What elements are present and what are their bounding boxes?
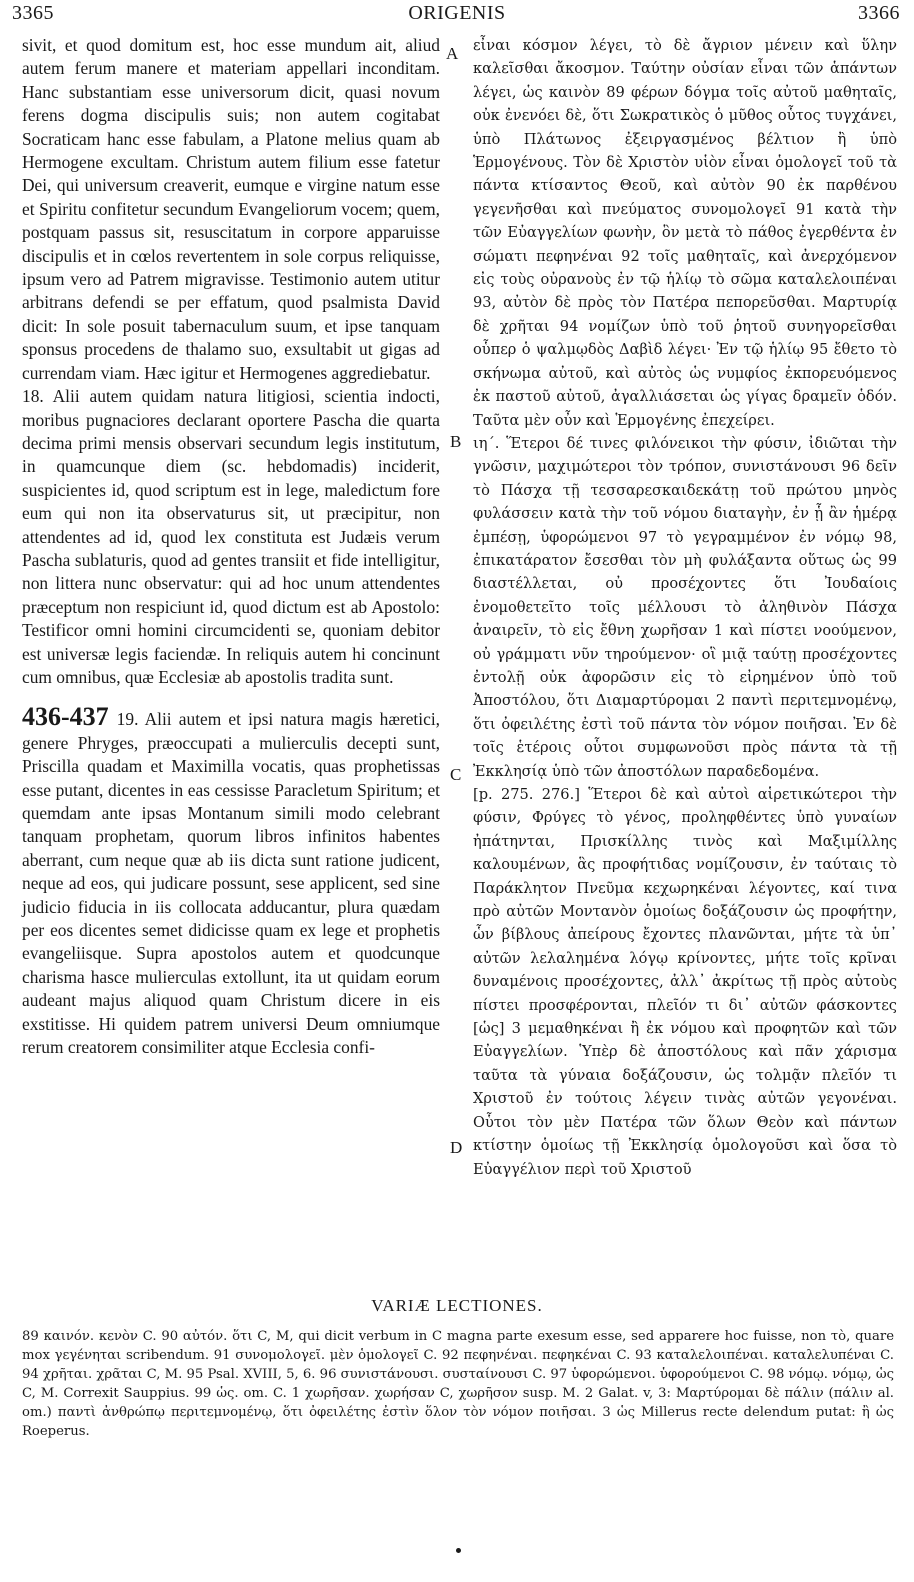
page-header	[0, 2, 914, 30]
page-number-right: 3366	[858, 2, 900, 24]
greek-column	[473, 34, 897, 1181]
greek-paragraph-19: [p. 275. 276.] Ἕτεροι δὲ καὶ αὐτοὶ αἱρετικώτεροι τὴν φύσιν, Φρύγες τὸ γένος, προληφθέντες ὑπὸ γυναίων ἠπάτηνται, Πρισκίλλης τινὸς καὶ Μαξιμίλλης καλουμένων, ἃς προφήτιδας νομίζουσιν, ἐν ταύταις τὸ Παράκλητον Πνεῦμα κεχωρηκέναι λέγοντες, καί τινα πρὸ αὐτῶν Μοντανὸν ὁμοίως δοξάζουσιν ὡς προφήτην, ὧν βίβλους ἀπείρους ἔχοντες πλανῶνται, μήτε τὰ ὑπ᾽ αὐτῶν λελαλημένα λόγῳ κρίνοντες, μήτε τοῖς κρῖναι δυναμένοις προσέχοντες, ἀλλ᾽ ἀκρίτως τῇ πρὸς αὐτοὺς πίστει προσφέρονται, πλεῖόν τι δι᾽ αὐτῶν φάσκοντες [ὡς] 3 μεμαθηκέναι ἢ ἐκ νόμου καὶ προφητῶν καὶ τῶν Εὐαγγελίων. Ὑπὲρ δὲ ἀποστόλους καὶ πᾶν χάρισμα ταῦτα τὰ γύναια δοξάζουσιν, ὡς τολμᾷν πλεῖόν τι Χριστοῦ ἐν τούτοις λέγειν τινὰς αὐτῶν γεγονέναι. Οὗτοι τὸν μὲν Πατέρα τῶν ὅλων Θεὸν καὶ πάντων κτίστην ὁμοίως τῇ Ἐκκλησίᾳ ὁμολογοῦσι καὶ ὅσα τὸ Εὐαγγέλιον περὶ τοῦ Χριστοῦ	[473, 786, 897, 1178]
column-number-marker: 436-437	[22, 702, 109, 732]
margin-siglum-b: B	[450, 432, 462, 451]
margin-siglum-c: C	[450, 765, 462, 784]
greek-paragraph-1: εἶναι κόσμον λέγει, τὸ δὲ ἄγριον μένειν καὶ ὕλην καλεῖσθαι ἄκοσμον. Ταύτην οὐσίαν εἶναι τῶν ἁπάντων λέγει, ὡς καινὸν 89 φέρων δόγμα τοῖς αὐτοῦ μαθηταῖς, οὐκ ἐνενόει δὲ, ὅτι Σωκρατικὸς ὁ μῦθος οὗτος τυγχάνει, ὑπὸ Πλάτωνος ἐξειργασμένος βέλτιον ἢ ὑπὸ Ἑρμογένους. Τὸν δὲ Χριστὸν υἱὸν εἶναι ὁμολογεῖ τοῦ τὰ πάντα κτίσαντος Θεοῦ, καὶ αὐτὸν 90 ἐκ παρθένου γεγενῆσθαι καὶ πνεύματος συνομολογεῖ 91 κατὰ τὴν τῶν Εὐαγγελίων φωνὴν, ὃν μετὰ τὸ πάθος ἐγερθέντα ἐν σώματι πεφηνέναι 92 τοῖς μαθηταῖς, καὶ ἀνερχόμενον εἰς τοὺς οὐρανοὺς ἐν τῷ ἡλίῳ τὸ σῶμα καταλελοιπέναι 93, αὐτὸν δὲ πρὸς τὸν Πατέρα πεπορεῦσθαι. Μαρτυρίᾳ δὲ χρῆται 94 νομίζων ὑπὸ τοῦ ῥητοῦ συνηγορεῖσθαι οὗπερ ὁ ψαλμῳδὸς Δαβὶδ λέγει· Ἐν τῷ ἡλίῳ 95 ἔθετο τὸ σκήνωμα αὐτοῦ, καὶ αὐτὸς ὡς νυμφίος ἐκπορευόμενος ἐκ παστοῦ αὐτοῦ, ἀγαλλιάσεται ὡς γίγας δραμεῖν ὁδόν. Ταῦτα μὲν οὖν καὶ Ἑρμογένης ἐπεχείρει.	[473, 37, 897, 429]
page-number-left: 3365	[12, 2, 54, 24]
latin-paragraph-19	[22, 702, 440, 1059]
latin-column	[22, 34, 440, 1059]
page-dot-mark	[456, 1548, 461, 1553]
latin-paragraph-18: 18. Alii autem quidam natura litigiosi, scientia indocti, moribus pugnaciores declarant oportere Pascha die quarta decima primi mensis observari secundum legis institutum, in quamcunque diem (sc. hebdomadis) inciderit, suspicientes id, quod scriptum est in lege, maledictum fore eum qui non ita observaturus sit, ut præcipitur, non attendentes ad id, quod lex constituta est Judæis verum Pascha sublaturis, quod ad gentes transiit et fide intelligitur, non littera nunc observatur: qui ad hoc unum attendentes præceptum non respiciunt id, quod dictum est ab Apostolo: Testificor omni homini circumcidenti se, quoniam debitor est universæ legis faciendæ. In reliquis autem hi concinunt cum omnibus, quæ Ecclesiæ ab apostolis tradita sunt.	[22, 386, 440, 687]
margin-siglum-d: D	[450, 1138, 463, 1157]
latin-paragraph-1: sivit, et quod domitum est, hoc esse mundum ait, aliud autem ferum manere et materiam appellari inconditam. Hanc substantiam esse universorum dicit, quasi novum ferens dogma discipulis suis; non autem cogitabat Socraticam hanc esse fabulam, a Platone melius quam ab Hermogene excultam. Christum autem filium esse fatetur Dei, qui universum creaverit, eumque e virgine natum esse et Spiritu confitetur secundum Evangeliorum vocem; quem, postquam passus sit, resuscitatum in corpore apparuisse discipulis et in cœlos revertentem in sole corpus reliquisse, ipsum vero ad Patrem migravisse. Testimonio autem utitur arbitrans defendi se per effatum, quod psalmista David dicit: In sole posuit tabernaculum suum, et ipse tanquam sponsus procedens de thalamo suo, exsultabit ut gigas ad currendam viam. Hæc igitur et Hermogenes aggrediebatur.	[22, 35, 440, 383]
variae-lectiones-notes: 89 καινόν. κενὸν C. 90 αὐτόν. ὅτι C, M, qui dicit verbum in C magna parte exesum esse, sed apparere hoc fuisse, non τὸ, quare mox γεγένηται scribendum. 91 συνομολογεῖ. μὲν ὁμολογεῖ C. 92 πεφηνέναι. πεφηκέναι C. 93 καταλελοιπέναι. καταλελυπέναι C. 94 χρῆται. χρᾶται C, M. 95 Psal. XVIII, 5, 6. 96 συνιστάνουσι. συσταίνουσι C. 97 ὑφορώμενοι. ὑφορούμενοι C. 98 νόμῳ. νόμῳ, ὡς C, M. Correxit Sauppius. 99 ὡς. om. C. 1 χωρῆσαν. χωρήσαν C, χωρῆσον susp. M. 2 Galat. v, 3: Μαρτύρομαι δὲ πάλιν (πάλιν al. om.) παντὶ ἀνθρώπῳ περιτεμνομένῳ, ὅτι ὀφειλέτης ἐστὶν ὅλον τὸν νόμον ποιῆσαι. 3 ὡς Millerus recte delendum putat: ἢ ὡς Roeperus.	[22, 1329, 894, 1439]
greek-paragraph-18: ιη΄. Ἕτεροι δέ τινες φιλόνεικοι τὴν φύσιν, ἰδιῶται τὴν γνῶσιν, μαχιμώτεροι τὸν τρόπον, συνιστάνουσι 96 δεῖν τὸ Πάσχα τῇ τεσσαρεσκαιδεκάτῃ τοῦ πρώτου μηνὸς φυλάσσειν κατὰ τὴν τοῦ νόμου διαταγὴν, ἐν ᾗ ἂν ἡμέρᾳ ἐμπέσῃ, ὑφορώμενοι 97 τὸ γεγραμμένον ἐν νόμῳ 98, ἐπικατάρατον ἔσεσθαι τὸν μὴ φυλάξαντα οὕτως ὡς 99 διαστέλλεται, οὐ προσέχοντες ὅτι Ἰουδαίοις ἐνομοθετεῖτο τοῖς μέλλουσι τὸ ἀληθινὸν Πάσχα ἀναιρεῖν, τὸ εἰς ἔθνη χωρῆσαν 1 καὶ πίστει νοούμενον, οὐ γράμματι νῦν τηρούμενον· οἳ μιᾷ ταύτῃ προσέχοντες ἐντολῇ οὐκ ἀφορῶσιν εἰς τὸ εἰρημένον ὑπὸ τοῦ Ἀποστόλου, ὅτι Διαμαρτύρομαι 2 παντὶ περιτεμνομένῳ, ὅτι ὀφειλέτης ἐστὶ τοῦ πάντα τὸν νόμον ποιῆσαι. Ἐν δὲ τοῖς ἑτέροις οὗτοι συμφωνοῦσι πρὸς πάντα τὰ τῇ Ἐκκλησίᾳ ὑπὸ τῶν ἀποστόλων παραδεδομένα.	[473, 434, 897, 780]
variae-lectiones-heading: VARIÆ LECTIONES.	[371, 1296, 543, 1315]
running-title: ORIGENIS	[408, 2, 506, 24]
margin-siglum-a: A	[446, 44, 459, 63]
latin-paragraph-19-text: 19. Alii autem et ipsi natura magis hæretici, genere Phryges, præoccupati a mulierculis decepti sunt, Priscilla quadam et Maximilla vocatis, quas prophetissas esse putant, dicentes in eas cessisse Paracletum Spiritum; et quemdam ante ipsas Montanum simili modo celebrant tanquam prophetam, quorum libros infinitos habentes aberrant, cum neque quæ ab iis dicta sunt ratione judicent, neque ad eos, qui judicare possunt, sese applicent, sed sine judicio fiducia in iis collocata adducantur, plura quædam per eos dicentes semet didicisse quam ex lege et prophetis evangeliisque. Supra apostolos autem et quodcunque charisma hasce mulierculas extollunt, ita ut quidam eorum audeant majus aliquod quam Christum dicere in eis exstitisse. Hi quidem patrem universi Deum omniumque rerum creatorem consimiliter atque Ecclesia confi-	[22, 709, 440, 1058]
